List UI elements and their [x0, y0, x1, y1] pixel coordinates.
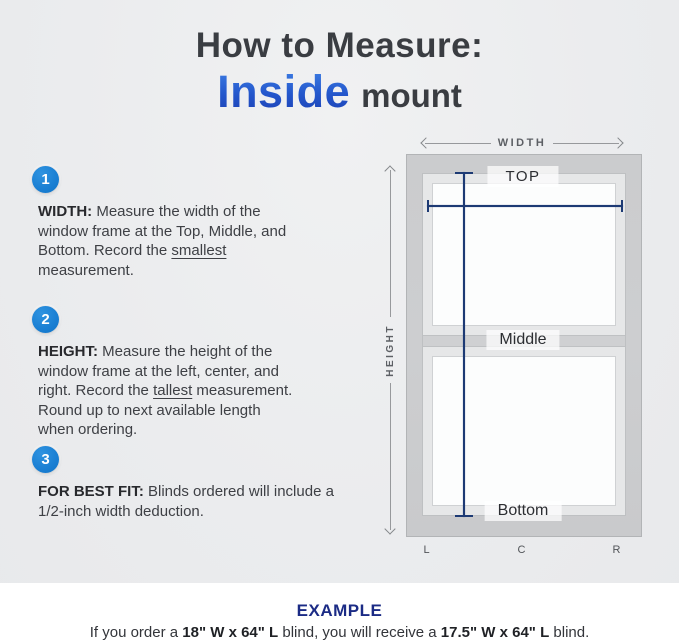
step-2-body-after: measurement. Round up to next available length when ordering.	[38, 382, 293, 438]
step-3-number: 3	[41, 451, 50, 468]
height-dimension-arrow	[382, 167, 398, 533]
step-2-number: 2	[41, 311, 50, 328]
width-arrow-label: WIDTH	[497, 137, 547, 149]
width-arrow-line	[553, 143, 619, 144]
width-arrow-line	[425, 143, 491, 144]
title-block	[0, 26, 679, 118]
title-accent-inside: Inside	[217, 66, 351, 117]
example-ordered-size: 18" W x 64" L	[182, 624, 279, 641]
step-3-number-badge	[32, 446, 59, 473]
step-1	[32, 166, 300, 280]
step-1-number-badge	[32, 166, 59, 193]
step-2-label: HEIGHT:	[38, 343, 98, 360]
top-sash	[423, 174, 625, 336]
step-2-text	[38, 342, 300, 440]
tick-center: C	[517, 544, 527, 556]
tick-right: R	[612, 544, 622, 556]
up-arrowhead-icon	[384, 165, 395, 176]
step-3-text	[38, 482, 362, 521]
bottom-sash	[423, 346, 625, 515]
page-title-line2	[0, 66, 679, 118]
vertical-measure-line	[463, 172, 465, 517]
example-middle: blind, you will receive a	[278, 624, 441, 641]
step-2-number-badge	[32, 306, 59, 333]
step-2-underlined-word: tallest	[153, 382, 193, 399]
label-middle: Middle	[486, 330, 559, 350]
step-3-body: Blinds ordered will include a 1/2-inch width deduction.	[38, 483, 334, 520]
height-arrow-line	[390, 170, 391, 317]
step-3	[32, 446, 362, 521]
step-1-body-after: measurement.	[38, 261, 134, 279]
example-text	[0, 624, 679, 641]
width-dimension-arrow	[422, 136, 622, 150]
example-heading: EXAMPLE	[296, 601, 383, 620]
step-1-body: Measure the width of the window frame at the Top, Middle, and Bottom. Record the	[38, 203, 287, 259]
bottom-glass-pane	[432, 356, 616, 506]
label-bottom: Bottom	[485, 501, 562, 521]
down-arrowhead-icon	[384, 523, 395, 534]
right-arrowhead-icon	[612, 137, 623, 148]
step-1-underlined-word: smallest	[171, 242, 227, 259]
example-prefix: If you order a	[89, 624, 183, 641]
step-1-label: WIDTH:	[38, 203, 93, 220]
label-top: TOP	[487, 166, 558, 187]
example-received-size: 17.5" W x 64" L	[440, 624, 550, 641]
page-title-line1: How to Measure:	[195, 26, 484, 65]
height-arrow-line	[390, 383, 391, 530]
step-3-label: FOR BEST FIT:	[38, 483, 144, 500]
horizontal-measure-line	[427, 205, 623, 207]
step-2-body: Measure the height of the window frame at the left, center, and right. Record the	[38, 343, 279, 399]
height-arrow-label: HEIGHT	[384, 323, 396, 377]
left-arrowhead-icon	[420, 137, 431, 148]
title-rest-mount: mount	[361, 77, 462, 114]
tick-left: L	[423, 544, 431, 556]
step-2	[32, 306, 300, 440]
example-suffix: blind.	[549, 624, 590, 641]
example-section	[0, 601, 679, 641]
step-1-number: 1	[41, 171, 50, 188]
step-1-text	[38, 202, 300, 280]
